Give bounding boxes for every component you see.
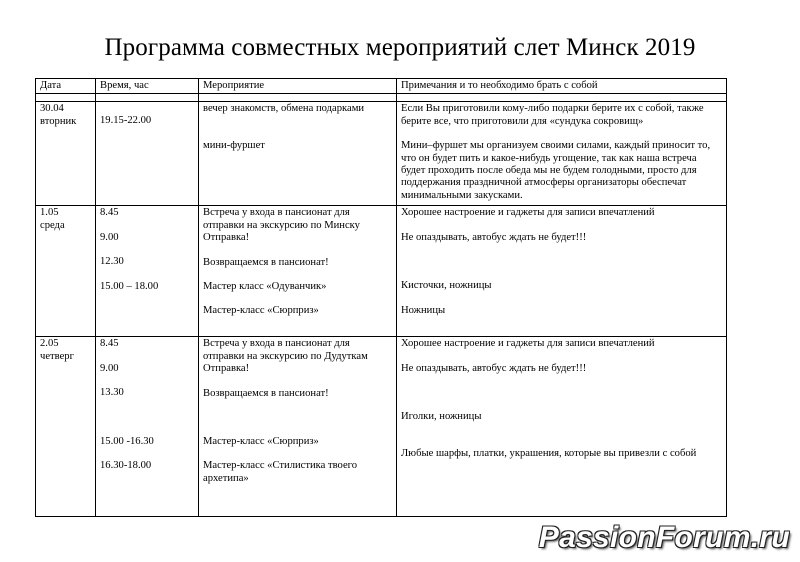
- event-item: Возвращаемся в пансионат!: [203, 256, 329, 268]
- time-item: 15.00 – 18.00: [100, 280, 159, 292]
- event-item: Мастер-класс «Сюрприз»: [203, 436, 319, 448]
- table-row: [36, 102, 727, 206]
- spacer-row: [36, 94, 727, 102]
- day-events: [199, 337, 397, 517]
- day-times: [96, 206, 199, 337]
- day-date: [36, 337, 96, 517]
- note-item: Мини–фуршет мы организуем своими силами, каждый приносит то, что он будет пить и какое-нибудь угощение, так как наша встреча будет проходить после обеда мы не будем голодными, просто для поддержания праздничной атмосферы организаторы обеспечат минимальными закусками.: [401, 140, 711, 201]
- note-item: Хорошее настроение и гаджеты для записи впечатлений: [401, 338, 655, 350]
- note-item: Любые шарфы, платки, украшения, которые вы привезли с собой: [401, 447, 697, 459]
- day-notes: [397, 206, 727, 337]
- event-item: Встреча у входа в пансионат для отправки на экскурсию по Минску: [203, 207, 360, 231]
- time-item: 15.00 -16.30: [100, 435, 154, 447]
- note-item: Не опаздывать, автобус ждать не будет!!!: [401, 231, 587, 243]
- note-item: Хорошее настроение и гаджеты для записи впечатлений: [401, 207, 655, 219]
- header-time: Время, час: [96, 79, 199, 94]
- site-watermark: PassionForum.ru: [538, 521, 790, 554]
- date-text: 30.04 вторник: [40, 103, 77, 127]
- time-item: 9.00: [100, 231, 119, 243]
- time-item: 8.45: [100, 338, 119, 350]
- event-item: Мастер-класс «Стилистика твоего архетипа»: [203, 460, 358, 484]
- time-item: 8.45: [100, 207, 119, 219]
- event-item: вечер знакомств, обмена подарками: [203, 103, 365, 115]
- note-item: Кисточки, ножницы: [401, 280, 492, 292]
- time-item: 13.30: [100, 387, 124, 399]
- note-item: Если Вы приготовили кому-либо подарки берите их с собой, также берите все, что приготовили для «сундука сокровищ»: [401, 103, 704, 127]
- event-item: Мастер-класс «Сюрприз»: [203, 305, 319, 317]
- time-item: 9.00: [100, 362, 119, 374]
- table-row: [36, 206, 727, 337]
- header-date: Дата: [36, 79, 96, 94]
- event-item: Мастер класс «Одуванчик»: [203, 281, 327, 293]
- time-item: 12.30: [100, 256, 124, 268]
- event-item: Возвращаемся в пансионат!: [203, 387, 329, 399]
- program-table: [35, 78, 727, 517]
- event-item: Отправка!: [203, 232, 250, 244]
- date-text: 2.05 четверг: [40, 338, 74, 362]
- day-notes: [397, 337, 727, 517]
- day-events: [199, 206, 397, 337]
- day-times: [96, 337, 199, 517]
- time-item: 19.15-22.00: [100, 115, 152, 127]
- note-item: Не опаздывать, автобус ждать не будет!!!: [401, 362, 587, 374]
- day-notes: [397, 102, 727, 206]
- date-text: 1.05 среда: [40, 207, 65, 231]
- day-date: [36, 102, 96, 206]
- table-row: [36, 337, 727, 517]
- document-title: Программа совместных мероприятий слет Минск 2019: [104, 34, 696, 61]
- note-item: Ножницы: [401, 304, 446, 316]
- event-item: Встреча у входа в пансионат для отправки на экскурсию по Дудуткам: [203, 338, 368, 362]
- day-times: [96, 102, 199, 206]
- header-notes: Примечания и то необходимо брать с собой: [397, 79, 727, 94]
- header-event: Мероприятие: [199, 79, 397, 94]
- event-item: мини-фуршет: [203, 139, 265, 151]
- time-item: 16.30-18.00: [100, 460, 152, 472]
- event-item: Отправка!: [203, 363, 250, 375]
- day-events: [199, 102, 397, 206]
- header-row: [36, 79, 727, 94]
- note-item: Иголки, ножницы: [401, 411, 482, 423]
- day-date: [36, 206, 96, 337]
